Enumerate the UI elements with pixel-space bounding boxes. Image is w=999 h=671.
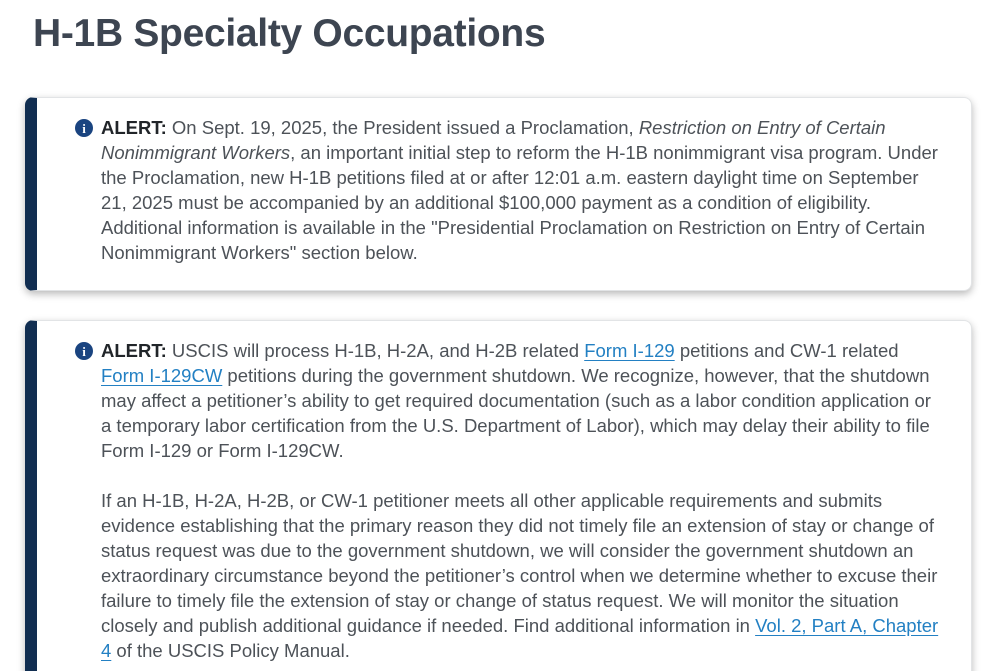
alert-content [37, 98, 971, 290]
paragraph-text: , an important initial step to reform the H-1B nonimmigrant visa program. Under the Proclamation, new H-1B petitions filed at or after 12:01 a.m. eastern daylight time on September 21, 2025 must be accompanied by an additional $100,000 payment as a condition of eligibility. Additional information is available in the "Presidential Proclamation on Restriction on Entry of Certain Nonimmigrant Workers" section below. [101, 142, 938, 263]
inline-link[interactable]: Form I-129 [584, 340, 675, 361]
paragraph-text: petitions during the government shutdown. We recognize, however, that the shutdown may affect a petitioner’s ability to get required documentation (such as a labor condition application or a temporary labor certification from the U.S. Department of Labor), which may delay their ability to file Form I-129 or Form I-129CW. [101, 365, 931, 461]
inline-link[interactable]: Form I-129CW [101, 365, 223, 386]
alert-paragraph [101, 115, 939, 265]
alert-text [101, 338, 939, 663]
paragraph-text: On Sept. 19, 2025, the President issued a Proclamation, [166, 117, 639, 138]
icon-column [75, 119, 93, 137]
info-icon: i [75, 119, 93, 137]
icon-column [75, 342, 93, 360]
paragraph-text: petitions and CW-1 related [674, 340, 899, 361]
alert-text [101, 115, 939, 265]
italic-text: Restriction on Entry of Certain Nonimmigrant Workers [101, 117, 886, 163]
page-title: H-1B Specialty Occupations [33, 12, 546, 55]
paragraph-text: of the USCIS Policy Manual. [111, 640, 350, 661]
alert-label: ALERT: [101, 117, 167, 138]
alert-paragraph [101, 488, 939, 663]
alert-paragraph [101, 338, 939, 463]
paragraph-text: If an H-1B, H-2A, H-2B, or CW-1 petitioner meets all other applicable requirements and submits evidence establishing that the primary reason they did not timely file an extension of stay or change of status request was due to the government shutdown, we will consider the government shutdown an extraordinary circumstance beyond the petitioner’s control when we determine whether to excuse their failure to timely file the extension of stay or change of status request. We will monitor the situation closely and publish additional guidance if needed. Find additional information in [101, 490, 938, 636]
alert-box-shutdown [25, 320, 972, 671]
alert-box-proclamation [25, 97, 972, 291]
alert-content [37, 321, 971, 671]
inline-link[interactable]: Vol. 2, Part A, Chapter 4 [101, 615, 939, 661]
info-icon: i [75, 342, 93, 360]
paragraph-text: USCIS will process H-1B, H-2A, and H-2B related [166, 340, 585, 361]
alert-label: ALERT: [101, 340, 167, 361]
